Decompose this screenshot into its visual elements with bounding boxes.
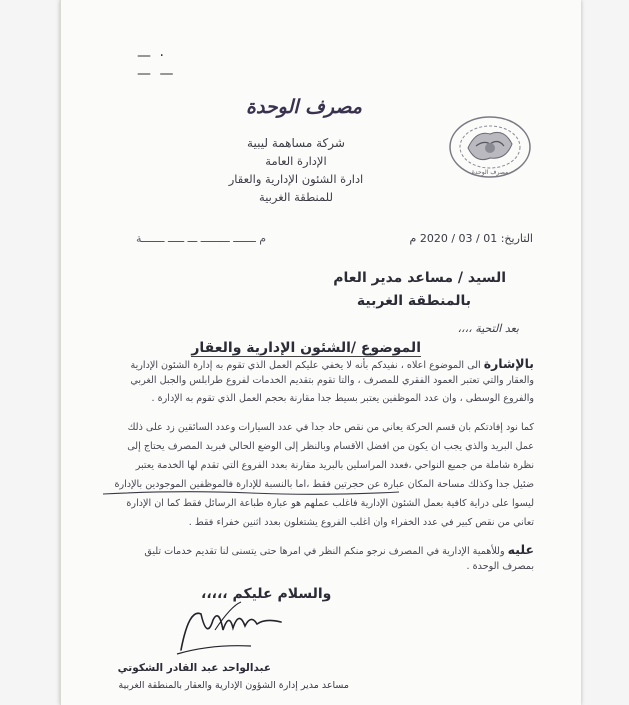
department-name: ادارة الشئون الإدارية والعقار	[228, 172, 364, 186]
paragraph-lead: بالإشارة	[483, 356, 534, 371]
company-type: شركة مساهمة ليبية	[247, 136, 345, 150]
signature-icon	[171, 600, 291, 660]
body-paragraph-line: تعاني من نقص كبير في عدد الخفراء وأن أغلب الفروع يشتغلون بعدد اثنين خفراء فقط .	[188, 517, 534, 528]
body-paragraph-line: نظرة شاملة من جميع النواحي ،فعدد المراسلين بالبريد مقارنة بعدد الفروع التي تقدم لها الخدمة يعتبر	[135, 460, 534, 471]
body-paragraph-line: عمل البريد والذي يجب ان يكون من افضل الأقسام وبالنظر إلى الوضع الحالي فبريد المصرف يحتاج إلى	[127, 441, 534, 452]
handwritten-mark: — ·	[137, 48, 166, 64]
underlined-text: ضئيل جداً وكذلك مساحة المكان عبارة عن حجرتين فقط ،اما بالنسبة للإدارة فالموظفين الموجودين بالإدارة	[114, 479, 534, 490]
letter-date: التاريخ: 01 / 03 / 2020 م	[409, 232, 533, 245]
body-paragraph-line: والفروع الوسطى ، وان عدد الموظفين يعتبر بسيط جداً مقارنة بحجم العمل الذي تقوم به الإدارة .	[151, 393, 534, 404]
reference-number: م ـــــــ ـــــــــ ـــ ـــــ ـــــــة	[136, 232, 267, 245]
body-paragraph-line	[86, 498, 534, 509]
signatory-title: مساعد مدير إدارة الشؤون الإدارية والعقار بالمنطقة الغربية	[118, 680, 349, 691]
subject-line: الموضوع /الشئون الإدارية والعقار	[191, 340, 421, 356]
seal-text: مصرف الوحدة	[471, 169, 509, 176]
handwritten-mark: — —	[137, 66, 176, 82]
paragraph-text: الى الموضوع اعلاه ، نفيدكم بأنه لا يخفي عليكم العمل الذي تقوم به إدارة الشئون الإدارية	[130, 360, 481, 371]
underlined-text: ليسوا على دراية كافية بعمل الشئون الإدارية فأغلب عملهم هو عبارة طباعة الرسائل فقط كما ان الإدارة	[126, 498, 534, 509]
body-paragraph-line: والعقار والتي تعتبر العمود الفقري للمصرف ، والتا تقوم بتقديم الخدمات لفروع طرابلس والجبل الغربي	[130, 375, 534, 386]
pen-underline-icon	[101, 488, 401, 498]
region-name: للمنطقة الغربية	[259, 190, 333, 204]
addressee-region: بالمنطقة الغربية	[356, 293, 471, 309]
general-administration: الإدارة العامة	[265, 154, 327, 168]
body-paragraph-line: كما نود إفادتكم بأن قسم الحركة يعاني من نقص حاد جداً في عدد السيارات وعدد السائقين زد على ذلك	[127, 422, 534, 433]
addressee-title: السيد / مساعد مدير العام	[333, 270, 506, 286]
letter-page	[60, 0, 581, 705]
bank-name: مصرف الوحدة	[245, 96, 362, 118]
paragraph-lead: عليه	[507, 542, 534, 557]
closing-salutation: والسلام عليكم ،،،،،	[201, 586, 332, 602]
body-paragraph-line	[86, 542, 534, 557]
signatory-name: عبدالواحد عبد القادر الشكوتي	[117, 662, 271, 674]
body-paragraph-line: بمصرف الوحدة .	[466, 561, 534, 572]
bank-seal-icon	[446, 112, 534, 182]
paragraph-text: وللأهمية الإدارية في المصرف نرجو منكم النظر في امرها حتى يتسنى لنا تقديم خدمات تليق	[144, 546, 505, 557]
greeting: بعد التحية ،،،،	[457, 322, 519, 335]
body-paragraph-line	[86, 356, 534, 371]
